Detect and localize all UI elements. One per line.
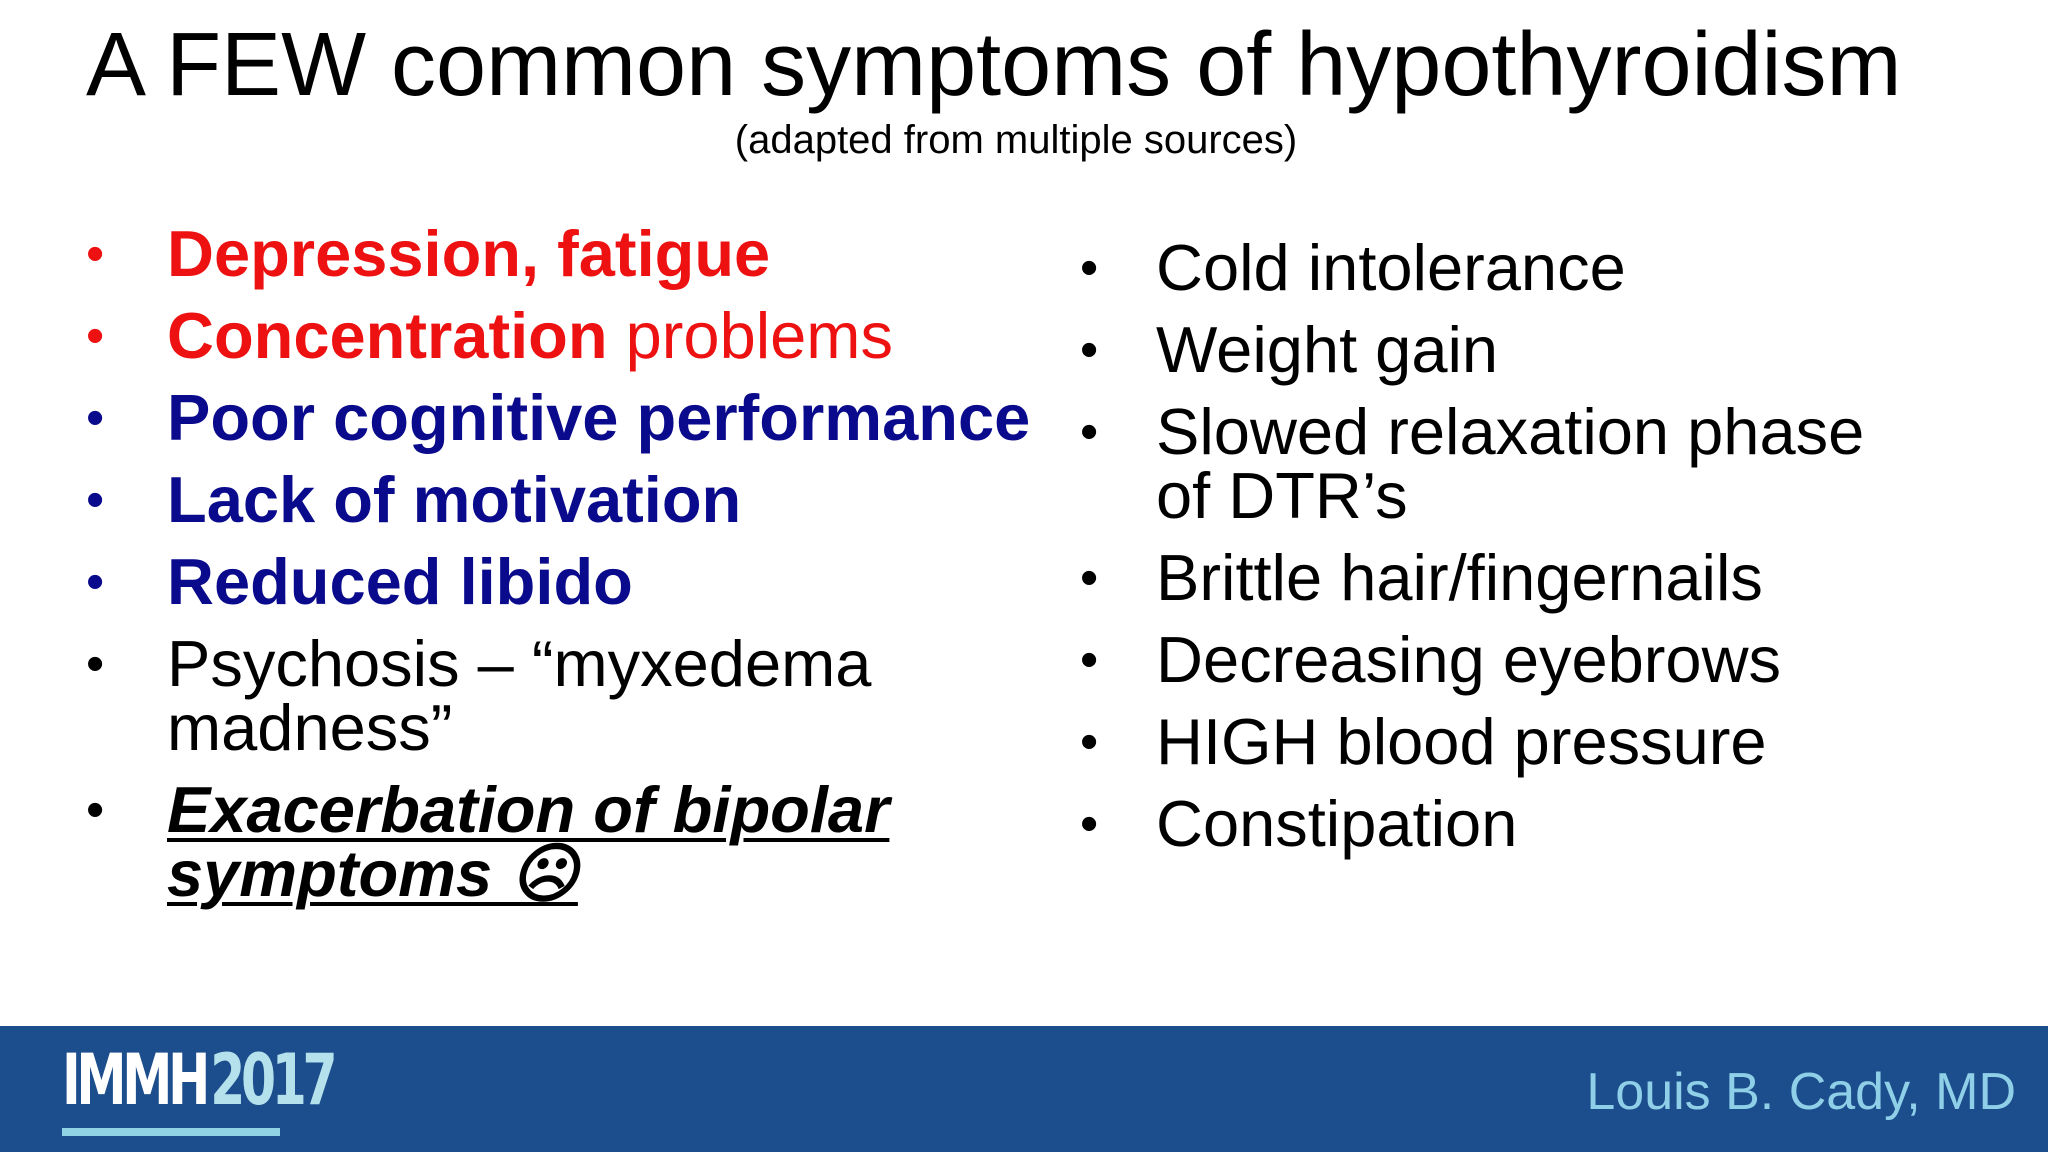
- bullet-icon: •: [1080, 631, 1099, 689]
- bullet-icon: •: [1080, 713, 1099, 771]
- left-symptom-list: [0, 217, 1080, 910]
- symptom-blood-pressure: HIGH blood pressure: [1156, 705, 1767, 778]
- symptom-slowed-line2: of DTR’s: [1156, 459, 1408, 532]
- list-item: [1072, 787, 1972, 860]
- list-item: [0, 463, 1080, 536]
- symptom-psychosis-line2: madness”: [167, 691, 453, 764]
- logo-wordmark: [62, 1039, 334, 1121]
- footer-bar: [0, 1026, 2048, 1152]
- bullet-icon: •: [86, 553, 105, 611]
- symptom-psychosis-line1: Psychosis – “myxedema: [167, 627, 872, 700]
- list-item: [1072, 623, 1972, 696]
- logo-year: 2017: [210, 1039, 334, 1121]
- symptom-libido: Reduced libido: [167, 545, 633, 618]
- slide-subtitle: (adapted from multiple sources): [734, 118, 1298, 162]
- symptom-eyebrows: Decreasing eyebrows: [1156, 623, 1782, 696]
- bullet-icon: •: [1080, 549, 1099, 607]
- bullet-icon: •: [1080, 403, 1099, 461]
- symptom-concentration-rest: problems: [607, 299, 893, 372]
- bullet-icon: •: [1080, 321, 1099, 379]
- symptom-cognitive: Poor cognitive performance: [167, 381, 1031, 454]
- symptom-concentration: Concentration: [167, 299, 608, 372]
- immh-logo: [62, 1039, 439, 1136]
- logo-underline: [62, 1128, 280, 1136]
- list-item: [0, 627, 1080, 764]
- symptom-brittle-hair: Brittle hair/fingernails: [1156, 541, 1763, 614]
- bullet-icon: •: [86, 389, 105, 447]
- symptom-motivation: Lack of motivation: [167, 463, 742, 536]
- bullet-icon: •: [86, 781, 105, 839]
- symptom-constipation: Constipation: [1156, 787, 1518, 860]
- slide-title: A FEW common symptoms of hypothyroidism: [86, 15, 1902, 115]
- symptom-bipolar-line1: Exacerbation of bipolar: [167, 773, 890, 846]
- list-item: [0, 299, 1080, 372]
- list-item: [1072, 395, 1972, 532]
- list-item: [0, 381, 1080, 454]
- logo-text: IMMH: [62, 1039, 206, 1121]
- list-item: [1072, 231, 1972, 304]
- bullet-icon: •: [1080, 239, 1099, 297]
- list-item: [1072, 705, 1972, 778]
- bullet-icon: •: [1080, 795, 1099, 853]
- symptom-cold-intolerance: Cold intolerance: [1156, 231, 1626, 304]
- symptom-bipolar-line2: symptoms ☹: [167, 837, 578, 910]
- bullet-icon: •: [86, 635, 105, 693]
- list-item: [0, 217, 1080, 290]
- list-item: [1072, 541, 1972, 614]
- list-item: [0, 545, 1080, 618]
- right-symptom-list: [1072, 231, 1972, 860]
- bullet-icon: •: [86, 225, 105, 283]
- symptom-depression: Depression, fatigue: [167, 217, 771, 290]
- bullet-icon: •: [86, 307, 105, 365]
- presenter-name: Louis B. Cady, MD: [1586, 1063, 2016, 1121]
- bullet-icon: •: [86, 471, 105, 529]
- symptom-slowed-line1: Slowed relaxation phase: [1156, 395, 1865, 468]
- list-item: [1072, 313, 1972, 386]
- symptom-weight-gain: Weight gain: [1156, 313, 1499, 386]
- list-item: [0, 773, 1080, 910]
